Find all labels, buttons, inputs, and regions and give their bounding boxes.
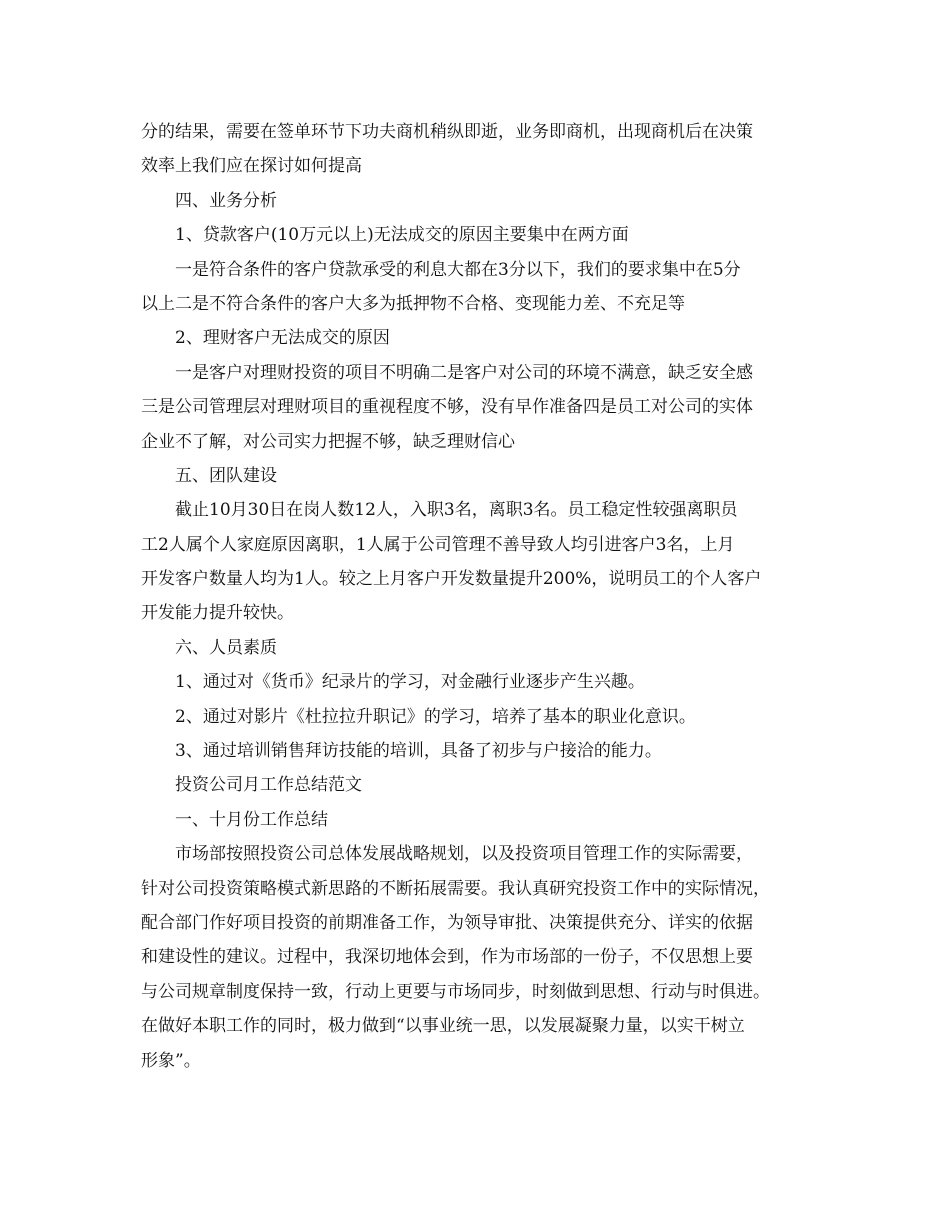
text-line: 分的结果，需要在签单环节下功夫商机稍纵即逝，业务即商机，出现商机后在决策 [141,122,753,142]
text-line: 效率上我们应在探讨如何提高 [141,156,362,177]
text-line: 投资公司月工作总结范文 [175,775,362,796]
text-line: 2、通过对影片《杜拉拉升职记》的学习，培养了基本的职业化意识。 [175,706,696,727]
text-line: 开发客户数量人均为1人。较之上月客户开发数量提升200%，说明员工的个人客户 [141,569,762,590]
text-line: 四、业务分析 [175,190,277,211]
text-line: 三是公司管理层对理财项目的重视程度不够，没有早作准备四是员工对公司的实体 [141,397,753,418]
text-line: 截止10月30日在岗人数12人，入职3名，离职3名。员工稳定性较强离职员 [175,500,738,521]
text-line: 一、十月份工作总结 [175,809,328,830]
document-body [141,115,823,1078]
text-line: 配合部门作好项目投资的前期准备工作，为领导审批、决策提供充分、详实的依据 [141,912,753,933]
text-line: 与公司规章制度保持一致，行动上更要与市场同步，时刻做到思想、行动与时俱进。 [141,981,770,1002]
text-line: 五、团队建设 [175,465,277,486]
text-line: 一是符合条件的客户贷款承受的利息大都在3分以下，我们的要求集中在5分 [175,259,741,280]
text-line: 1、通过对《货币》纪录片的学习，对金融行业逐步产生兴趣。 [175,672,645,693]
text-line: 六、人员素质 [175,637,277,658]
text-line: 工2人属个人家庭原因离职，1人属于公司管理不善导致人均引进客户3名，上月 [141,534,735,555]
text-line: 开发能力提升较快。 [141,603,294,624]
text-line: 3、通过培训销售拜访技能的培训，具备了初步与户接洽的能力。 [175,741,662,762]
text-line: 市场部按照投资公司总体发展战略规划，以及投资项目管理工作的实际需要， [175,844,753,865]
text-line: 和建设性的建议。过程中，我深切地体会到，作为市场部的一份子，不仅思想上要 [141,947,753,968]
text-line: 2、理财客户无法成交的原因 [175,328,390,349]
text-line: 1、贷款客户(10万元以上)无法成交的原因主要集中在两方面 [175,225,629,246]
text-line: 在做好本职工作的同时，极力做到“以事业统一思，以发展凝聚力量，以实干树立 [141,1016,745,1037]
text-line: 针对公司投资策略模式新思路的不断拓展需要。我认真研究投资工作中的实际情况， [141,878,770,899]
text-line: 企业不了解，对公司实力把握不够，缺乏理财信心 [141,431,515,452]
text-line: 以上二是不符合条件的客户大多为抵押物不合格、变现能力差、不充足等 [141,293,685,314]
text-line: 一是客户对理财投资的项目不明确二是客户对公司的环境不满意，缺乏安全感 [175,362,753,383]
text-line: 形象”。 [141,1050,201,1071]
